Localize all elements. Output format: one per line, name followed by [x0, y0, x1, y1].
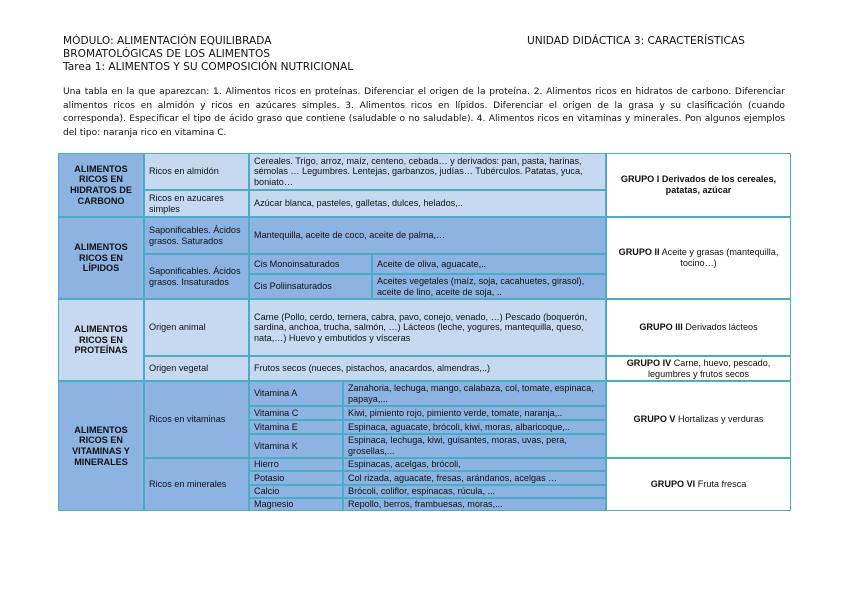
subcat-vitaminas: Ricos en vitaminas: [144, 381, 249, 458]
group-6: [606, 458, 791, 511]
group-4-name: GRUPO IV: [626, 357, 672, 368]
mineral-name: Calcio: [249, 485, 343, 498]
group-2-desc: Aceite y grasas (mantequilla, tocino…): [661, 247, 779, 268]
group-5-desc: Hortalizas y verduras: [678, 414, 764, 425]
azucar-foods: Azúcar blanca, pasteles, galletas, dulces, helados,..: [249, 190, 606, 217]
group-2-name: GRUPO II: [618, 247, 660, 258]
group-3-name: GRUPO III: [639, 322, 683, 333]
category-proteinas: ALIMENTOS RICOS EN PROTEÍNAS: [58, 299, 144, 381]
poli-label: Cis Poliinsaturados: [249, 274, 372, 299]
mineral-foods: Espinacas, acelgas, brócoli,: [343, 458, 606, 471]
mono-foods: Aceite de oliva, aguacate,..: [372, 254, 606, 274]
header-left: [63, 35, 353, 74]
unit-title: UNIDAD DIDÁCTICA 3: CARACTERÍSTICAS: [527, 35, 745, 47]
vitamin-foods: Espinaca, lechuga, kiwi, guisantes, moras, uvas, pera, grosellas,...: [343, 434, 606, 458]
category-lipidos: ALIMENTOS RICOS EN LÍPIDOS: [58, 217, 144, 299]
saturados-foods: Mantequilla, aceite de coco, aceite de palma,…: [249, 217, 606, 254]
mineral-name: Hierro: [249, 458, 343, 471]
group-5: [606, 381, 791, 458]
vitamin-foods: Espinaca, aguacate, brócoli, kiwi, moras, albaricoque,..: [343, 420, 606, 434]
group-4-desc: Carne, huevo, pescado, legumbres y frutos secos: [647, 357, 771, 379]
almidon-foods: Cereales. Trigo, arroz, maíz, centeno, cebada… y derivados: pan, pasta, harinas, sémolas … Legumbres. Lentejas, garbanzos, judías… Tubérculos. Patatas, yuca, boniato…: [249, 153, 606, 190]
subcat-vegetal: Origen vegetal: [144, 356, 249, 381]
subcat-azucares: Ricos en azucares simples: [144, 190, 249, 217]
subcat-insaturados: Saponificables. Ácidos grasos. Insaturados: [144, 254, 249, 299]
group-1: GRUPO I Derivados de los cereales, patatas, azúcar: [606, 153, 791, 217]
mineral-name: Potasio: [249, 471, 343, 485]
group-6-name: GRUPO VI: [650, 479, 696, 490]
intro-paragraph: Una tabla en la que aparezcan: 1. Alimentos ricos en proteínas. Diferenciar el origen de la proteína. 2. Alimentos ricos en hidratos de carbono. Diferenciar alimentos ricos en almidón y ricos en azúcares simples. 3. Alimentos ricos en lípidos. Diferenciar el origen de la grasa y su clasificación (cuando corresponda). Especificar el tipo de ácido graso que contiene (saludable o no saludable). 4. Alimentos ricos en vitaminas y minerales. Pon algunos ejemplos del tipo: naranja rico en vitamina C.: [63, 87, 785, 138]
vitamin-name: Vitamina A: [249, 381, 343, 406]
module-subtitle: BROMATOLÓGICAS DE LOS ALIMENTOS: [63, 48, 271, 60]
group-2: [606, 217, 791, 299]
group-6-desc: Fruta fresca: [697, 479, 747, 490]
subcat-saturados: Saponificables. Ácidos grasos. Saturados: [144, 217, 249, 254]
group-3: [606, 299, 791, 356]
module-title: MÓDULO: ALIMENTACIÓN EQUILIBRADA: [63, 35, 272, 47]
group-3-desc: Derivados lácteos: [685, 322, 758, 333]
vitamin-name: Vitamina E: [249, 420, 343, 434]
mineral-foods: Brócoli, coliflor, espinacas, rúcula, ...: [343, 485, 606, 498]
subcat-minerales: Ricos en minerales: [144, 458, 249, 511]
nutrition-table: [58, 153, 791, 511]
vegetal-foods: Frutos secos (nueces, pistachos, anacardos, almendras,..): [249, 356, 606, 381]
mono-label: Cis Monoinsaturados: [249, 254, 372, 274]
poli-foods: Aceites vegetales (maíz, soja, cacahuetes, girasol), aceite de lino, aceite de soja, ..: [372, 274, 606, 299]
subcat-animal: Origen animal: [144, 299, 249, 356]
vitamin-name: Vitamina K: [249, 434, 343, 458]
vitamin-foods: Kiwi, pimiento rojo, pimiento verde, tomate, naranja,..: [343, 406, 606, 420]
task-title: Tarea 1: ALIMENTOS Y SU COMPOSICIÓN NUTRICIONAL: [63, 61, 354, 73]
animal-foods: Carne (Pollo, cerdo, ternera, cabra, pavo, conejo, venado, …) Pescado (boquerón, sardina, anchoa, trucha, salmón, …) Lácteos (leche, yogures, mantequilla, queso, nata,…) Huevo y embutidos y vísceras: [249, 299, 606, 356]
mineral-foods: Col rizada, aguacate, fresas, arándanos, acelgas …: [343, 471, 606, 485]
mineral-foods: Repollo, berros, frambuesas, moras,...: [343, 498, 606, 511]
subcat-almidon: Ricos en almidón: [144, 153, 249, 190]
mineral-name: Magnesio: [249, 498, 343, 511]
category-carbohidratos: ALIMENTOS RICOS EN HIDRATOS DE CARBONO: [58, 153, 144, 217]
group-4: [606, 356, 791, 381]
vitamin-foods: Zanahoria, lechuga, mango, calabaza, col, tomate, espinaca, papaya,...: [343, 381, 606, 406]
group-5-name: GRUPO V: [633, 414, 676, 425]
vitamin-name: Vitamina C: [249, 406, 343, 420]
category-vitaminas-minerales: ALIMENTOS RICOS EN VITAMINAS Y MINERALES: [58, 381, 144, 511]
